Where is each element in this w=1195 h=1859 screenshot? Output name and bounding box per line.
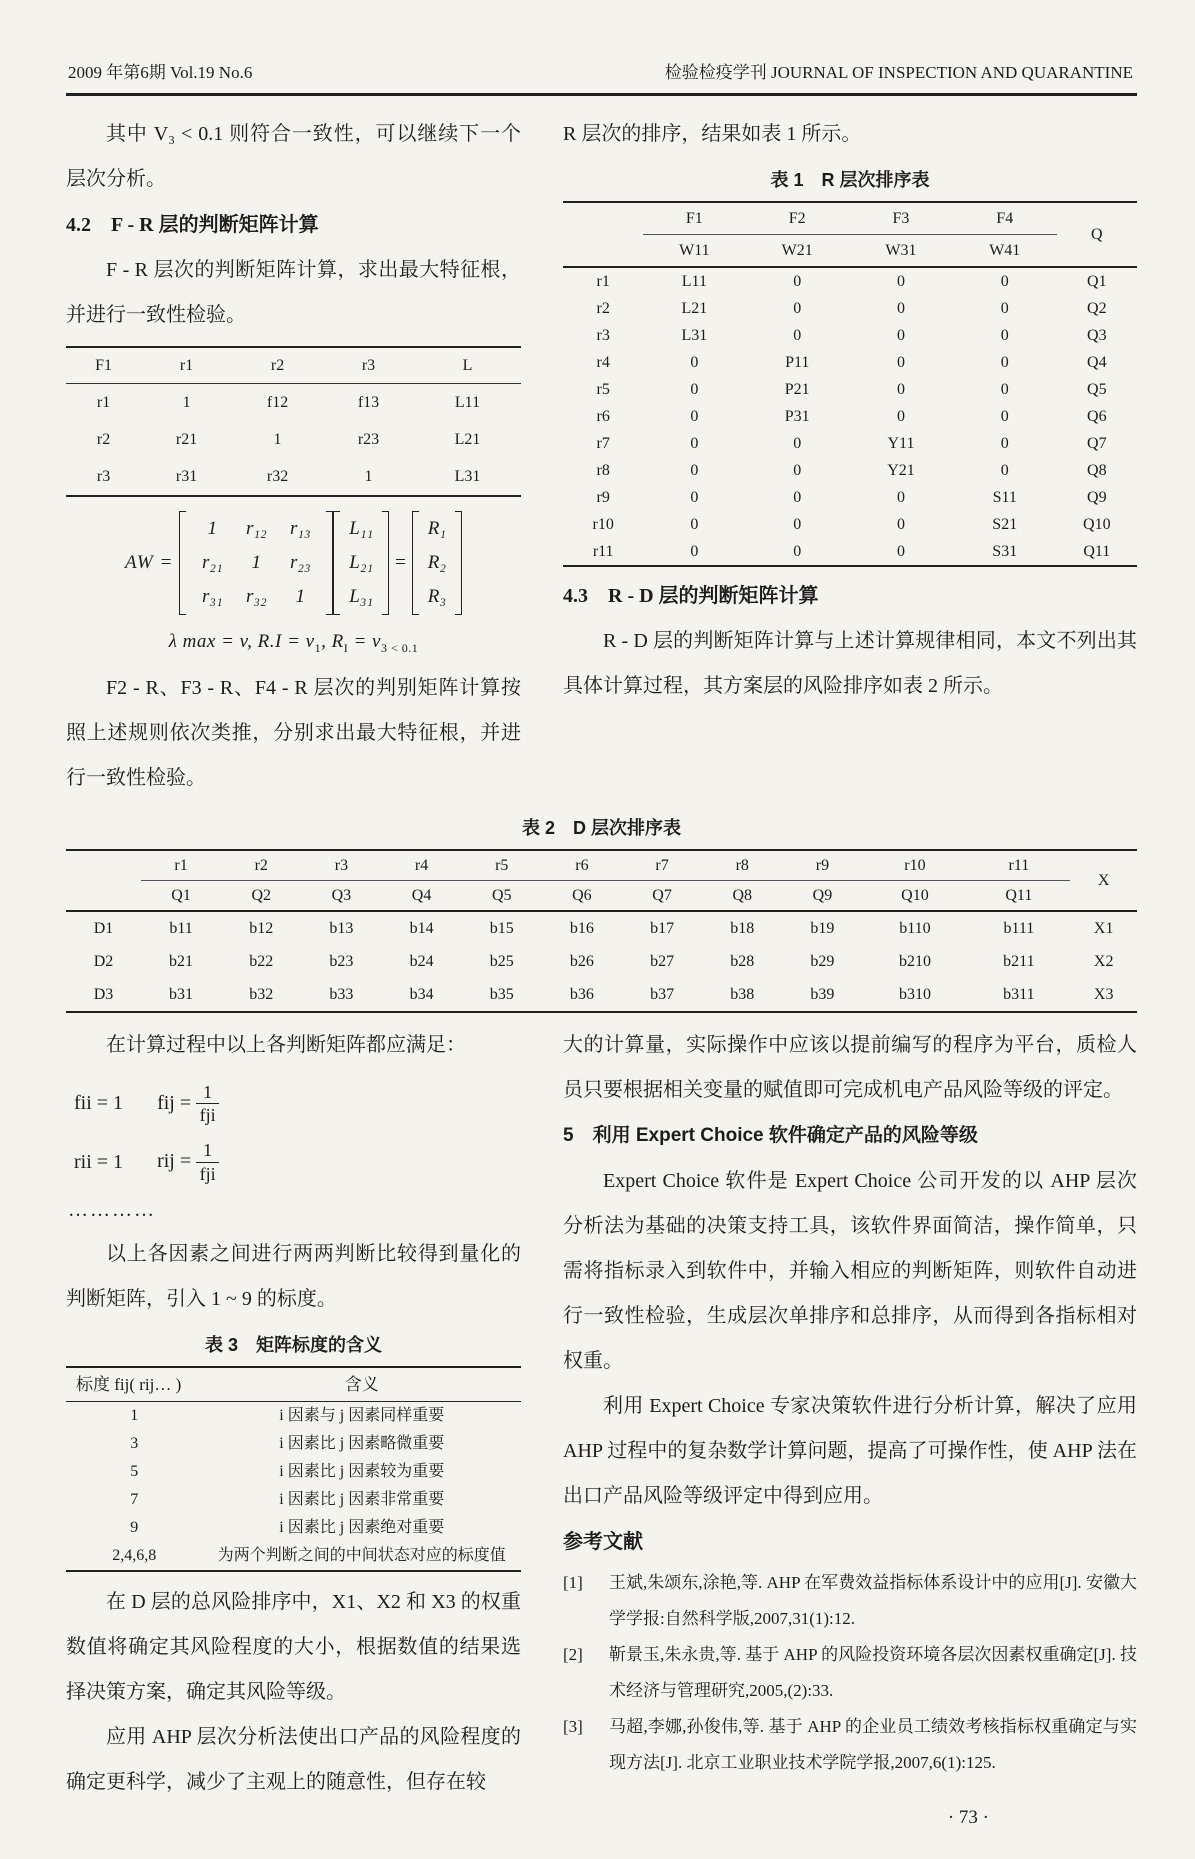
cell: 0 xyxy=(1000,327,1009,344)
table-row xyxy=(66,1486,521,1514)
cell: X3 xyxy=(1093,985,1114,1003)
vector-entry: L₁₁ xyxy=(349,518,374,539)
left-column-bottom xyxy=(66,1023,521,1829)
paragraph: F - R 层次的判断矩阵计算，求出最大特征根，并进行一致性检验。 xyxy=(66,259,521,326)
bracket-left xyxy=(179,511,186,615)
bracket-right xyxy=(326,511,333,615)
cell: b25 xyxy=(489,952,514,970)
cell: L21 xyxy=(454,431,481,448)
cell: 0 xyxy=(690,354,699,371)
cell: b211 xyxy=(1003,952,1035,970)
cell: b26 xyxy=(569,952,594,970)
vector-entry: R₂ xyxy=(427,552,447,573)
cell: b39 xyxy=(810,985,835,1003)
matrix-entry: r₃₁ xyxy=(201,586,223,607)
cell: 0 xyxy=(690,462,699,479)
reference-item xyxy=(563,1709,1137,1781)
cell: 0 xyxy=(793,543,802,560)
cell: 0 xyxy=(690,489,699,506)
formula-text: rij = $\frac{1}{\text{fji}}$ xyxy=(157,1140,219,1184)
col-header: 含义 xyxy=(203,1367,522,1402)
fraction-denominator: fji xyxy=(199,1163,216,1184)
table-row xyxy=(563,295,1137,322)
matrix-entry: 1 xyxy=(251,552,262,573)
col-header: r3 xyxy=(301,850,381,881)
right-column-bottom xyxy=(563,1023,1137,1829)
cell: b28 xyxy=(730,952,755,970)
col-header: r4 xyxy=(381,850,461,881)
cell: 0 xyxy=(793,462,802,479)
paragraph: R 层次的排序，结果如表 1 所示。 xyxy=(563,123,862,145)
col-header: r1 xyxy=(141,850,221,881)
cell: 1 xyxy=(130,1406,139,1424)
cell: 0 xyxy=(896,543,905,560)
cell: 0 xyxy=(690,516,699,533)
matrix-entry: r₂₃ xyxy=(289,552,311,573)
cell: 0 xyxy=(896,381,905,398)
cell: r8 xyxy=(596,462,610,479)
col-subheader: Q5 xyxy=(462,880,542,911)
cell: Q6 xyxy=(1087,408,1107,425)
cell: b19 xyxy=(810,919,835,937)
table-row xyxy=(563,403,1137,430)
cell: b15 xyxy=(489,919,514,937)
fraction-numerator: 1 xyxy=(196,1082,219,1105)
cell: b31 xyxy=(169,985,194,1003)
cell: 1 xyxy=(182,394,191,411)
paragraph: 大的计算量，实际操作中应该以提前编写的程序为平台，质检人员只要根据相关变量的赋值即可完成机电产品风险等级的评定。 xyxy=(563,1033,1137,1101)
bracket-right xyxy=(455,511,462,615)
cell: 0 xyxy=(793,516,802,533)
cell: i 因素比 j 因素非常重要 xyxy=(279,1490,445,1508)
col-header: F2 xyxy=(745,202,849,235)
section-heading-4-2: 4.2 F - R 层的判断矩阵计算 xyxy=(66,214,319,236)
table-row xyxy=(563,376,1137,403)
col-header: F4 xyxy=(953,202,1057,235)
bottom-section xyxy=(66,1023,1137,1829)
cell: b11 xyxy=(169,919,193,937)
reference-text: 靳景玉,朱永贵,等. 基于 AHP 的风险投资环境各层次因素权重确定[J]. 技术经济与管理研究,2005,(2):33. xyxy=(609,1644,1137,1700)
table-row xyxy=(563,235,1137,268)
corner-cell xyxy=(66,850,141,911)
matrix-entry: r₃₂ xyxy=(245,586,267,607)
vector-r xyxy=(419,511,455,615)
paragraph: 利用 Expert Choice 专家决策软件进行分析计算，解决了应用 AHP 过程中的复杂数学计算问题，提高了可操作性，使 AHP 法在出口产品风险等级评定中得到应用。 xyxy=(563,1394,1137,1507)
cell: f13 xyxy=(357,394,380,411)
reference-item xyxy=(563,1637,1137,1709)
col-header: r11 xyxy=(967,850,1070,881)
cell: 0 xyxy=(1000,435,1009,452)
top-section xyxy=(66,112,1137,801)
col-header: F1 xyxy=(66,347,141,384)
cell: b34 xyxy=(409,985,434,1003)
table1-caption: 表 1 R 层次排序表 xyxy=(770,170,930,190)
cell: b311 xyxy=(1003,985,1035,1003)
cell: 0 xyxy=(896,300,905,317)
journal-title: 检验检疫学刊 JOURNAL OF INSPECTION AND QUARANTINE xyxy=(664,63,1133,82)
table-fr xyxy=(66,346,521,497)
col-header: r2 xyxy=(221,850,301,881)
col-subheader: Q9 xyxy=(782,880,862,911)
reference-item xyxy=(563,1565,1137,1637)
formula-sub: 1 xyxy=(314,640,322,655)
cell: 0 xyxy=(1000,462,1009,479)
table-row xyxy=(563,349,1137,376)
cell: Q5 xyxy=(1087,381,1107,398)
col-header: r5 xyxy=(462,850,542,881)
table-row xyxy=(66,384,521,422)
cell: S31 xyxy=(992,543,1018,560)
cell: D3 xyxy=(93,985,114,1003)
equals-sign: = xyxy=(395,552,406,573)
table3-caption: 表 3 矩阵标度的含义 xyxy=(204,1334,382,1355)
cell: S21 xyxy=(992,516,1018,533)
cell: Q8 xyxy=(1087,462,1107,479)
cell: r10 xyxy=(592,516,614,533)
col-subheader: Q4 xyxy=(381,880,461,911)
cell: r7 xyxy=(596,435,610,452)
cell: L11 xyxy=(681,273,707,290)
lambda-formula xyxy=(66,631,521,656)
cell: 0 xyxy=(793,489,802,506)
cell: b38 xyxy=(730,985,755,1003)
vector-entry: R₁ xyxy=(427,518,447,539)
cell: i 因素比 j 因素较为重要 xyxy=(279,1462,445,1480)
table-row xyxy=(563,538,1137,566)
paragraph: 以上各因素之间进行两两判断比较得到量化的判断矩阵，引入 1 ~ 9 的标度。 xyxy=(66,1242,521,1310)
cell: b36 xyxy=(569,985,594,1003)
table-1 xyxy=(563,201,1137,567)
cell: f12 xyxy=(266,394,289,411)
col-subheader: Q2 xyxy=(221,880,301,911)
paragraph: 其中 V₃ < 0.1 则符合一致性，可以继续下一个层次分析。 xyxy=(66,123,521,190)
cell: b111 xyxy=(1003,919,1035,937)
cell: b32 xyxy=(249,985,274,1003)
cell: 0 xyxy=(793,300,802,317)
paragraph: 应用 AHP 层次分析法使出口产品的风险程度的确定更科学，减少了主观上的随意性，但存在较 xyxy=(66,1725,521,1793)
cell: 2,4,6,8 xyxy=(112,1546,157,1564)
table-row xyxy=(66,1367,521,1402)
cell: i 因素比 j 因素绝对重要 xyxy=(279,1518,445,1536)
page-number: · 73 · xyxy=(947,1806,989,1828)
table-row xyxy=(66,1401,521,1430)
table-row xyxy=(563,430,1137,457)
table-row xyxy=(563,484,1137,511)
cell: b22 xyxy=(249,952,274,970)
table-row xyxy=(563,511,1137,538)
cell: r2 xyxy=(96,431,111,448)
matrix-lhs: AW = xyxy=(124,552,174,573)
reference-text: 王斌,朱颂东,涂艳,等. AHP 在军费效益指标体系设计中的应用[J]. 安徽大学学报:自然科学版,2007,31(1):12. xyxy=(609,1572,1137,1628)
cell: 0 xyxy=(896,408,905,425)
col-subheader: Q8 xyxy=(702,880,782,911)
cell: L21 xyxy=(681,300,708,317)
col-subheader: Q3 xyxy=(301,880,381,911)
vector-l xyxy=(340,511,382,615)
cell: i 因素比 j 因素略微重要 xyxy=(279,1434,445,1452)
cell: r21 xyxy=(175,431,198,448)
table-3 xyxy=(66,1366,521,1572)
matrix-equation xyxy=(66,511,521,615)
matrix-entry: r₁₂ xyxy=(245,518,267,539)
cell: 0 xyxy=(1000,408,1009,425)
col-subheader: Q11 xyxy=(967,880,1070,911)
col-subheader: Q6 xyxy=(542,880,622,911)
table-row xyxy=(66,850,1137,881)
matrix-entry: 1 xyxy=(207,518,218,539)
cell: 0 xyxy=(896,354,905,371)
cell: L31 xyxy=(681,327,708,344)
matrix-entry: 1 xyxy=(295,586,306,607)
cell: 0 xyxy=(896,273,905,290)
formula-fij xyxy=(74,1082,521,1126)
reference-number: [2] xyxy=(563,1644,583,1664)
cell: Q9 xyxy=(1087,489,1107,506)
cell: Q2 xyxy=(1087,300,1107,317)
cell: Q11 xyxy=(1083,543,1111,560)
table-row xyxy=(66,880,1137,911)
corner-cell xyxy=(563,202,643,267)
col-header: r10 xyxy=(863,850,968,881)
col-header: r1 xyxy=(141,347,232,384)
cell: 0 xyxy=(793,435,802,452)
cell: P11 xyxy=(785,354,810,371)
cell: Q10 xyxy=(1083,516,1111,533)
cell: b29 xyxy=(810,952,835,970)
cell: b21 xyxy=(169,952,194,970)
matrix-entry: r₁₃ xyxy=(289,518,311,539)
reference-text: 马超,李娜,孙俊伟,等. 基于 AHP 的企业员工绩效考核指标权重确定与实现方法[J]. 北京工业职业技术学院学报,2007,6(1):125. xyxy=(609,1716,1137,1772)
table2-caption: 表 2 D 层次排序表 xyxy=(521,817,681,838)
cell: P31 xyxy=(784,408,810,425)
cell: 1 xyxy=(364,468,373,485)
cell: 0 xyxy=(1000,273,1009,290)
cell: r6 xyxy=(596,408,610,425)
cell: b110 xyxy=(899,919,931,937)
cell: b27 xyxy=(650,952,675,970)
fraction-numerator: 1 xyxy=(196,1140,219,1163)
col-header: r8 xyxy=(702,850,782,881)
cell: 0 xyxy=(793,273,802,290)
cell: b310 xyxy=(898,985,931,1003)
section-heading-4-3: 4.3 R - D 层的判断矩阵计算 xyxy=(563,585,819,607)
col-header-q: Q xyxy=(1057,202,1137,267)
table2-block xyxy=(66,807,1137,1013)
cell: Y11 xyxy=(887,435,915,452)
cell: 0 xyxy=(690,543,699,560)
col-header: r9 xyxy=(782,850,862,881)
cell: 5 xyxy=(130,1462,139,1480)
formula-text: λ max = v, R.I = v xyxy=(168,631,315,652)
cell: b14 xyxy=(409,919,434,937)
table-row xyxy=(66,911,1137,945)
paragraph: Expert Choice 软件是 Expert Choice 公司开发的以 AHP 层次分析法为基础的决策支持工具，该软件界面简洁，操作简单，只需将指标录入到软件中，并输入相应的判断矩阵，则软件自动进行一致性检验，生成层次单排序和总排序，从而得到各指标相对权重。 xyxy=(563,1169,1137,1372)
cell: b210 xyxy=(898,952,931,970)
paragraph: 在计算过程中以上各判断矩阵都应满足： xyxy=(106,1033,466,1056)
formula-sub: I xyxy=(343,640,349,655)
formula-text: fij = $\frac{1}{\text{fji}}$ xyxy=(157,1082,219,1126)
formula-rij xyxy=(74,1140,521,1184)
cell: P21 xyxy=(784,381,810,398)
cell: 为两个判断之间的中间状态对应的标度值 xyxy=(217,1546,506,1564)
ellipsis-line: ………… xyxy=(68,1198,156,1221)
issue-info: 2009 年第6期 Vol.19 No.6 xyxy=(68,63,253,82)
cell: b13 xyxy=(329,919,354,937)
cell: Q1 xyxy=(1087,273,1107,290)
formula-text: fii = 1 xyxy=(74,1092,124,1115)
formula-text: rii = 1 xyxy=(74,1150,124,1173)
matrix-a xyxy=(186,511,326,615)
cell: r23 xyxy=(357,431,380,448)
table-row xyxy=(66,978,1137,1012)
table-row xyxy=(563,267,1137,295)
cell: r3 xyxy=(596,327,610,344)
reference-number: [3] xyxy=(563,1716,583,1736)
cell: 9 xyxy=(130,1518,139,1536)
table-2 xyxy=(66,849,1137,1013)
paragraph: F2 - R、F3 - R、F4 - R 层次的判别矩阵计算按照上述规则依次类推，分别求出最大特征根，并进行一致性检验。 xyxy=(66,676,521,789)
paragraph: R - D 层的判断矩阵计算与上述计算规律相同，本文不列出其具体计算过程，其方案层的风险排序如表 2 所示。 xyxy=(563,630,1137,697)
header-rule xyxy=(66,93,1137,96)
cell: 0 xyxy=(896,489,905,506)
cell: 0 xyxy=(1000,381,1009,398)
cell: 0 xyxy=(690,381,699,398)
cell: Y21 xyxy=(887,462,915,479)
col-header: F3 xyxy=(849,202,953,235)
table-row xyxy=(66,1514,521,1542)
table-row xyxy=(66,1430,521,1458)
col-header: L xyxy=(414,347,521,384)
bracket-left xyxy=(412,511,419,615)
table-row xyxy=(563,457,1137,484)
bracket-left xyxy=(333,511,340,615)
cell: b33 xyxy=(329,985,354,1003)
cell: r2 xyxy=(596,300,610,317)
left-column-top xyxy=(66,112,521,801)
cell: 7 xyxy=(130,1490,139,1508)
cell: 0 xyxy=(896,327,905,344)
col-subheader: Q10 xyxy=(863,880,968,911)
vector-entry: L₂₁ xyxy=(349,552,374,573)
cell: L31 xyxy=(454,468,481,485)
table-row xyxy=(66,421,521,458)
vector-entry: R₃ xyxy=(427,586,447,607)
col-header-x: X xyxy=(1070,850,1137,911)
cell: 0 xyxy=(1000,354,1009,371)
table-row xyxy=(66,945,1137,978)
cell: b35 xyxy=(489,985,514,1003)
right-column-top xyxy=(563,112,1137,801)
formula-text: , R xyxy=(321,631,344,652)
col-subheader: W41 xyxy=(953,235,1057,268)
bracket-right xyxy=(382,511,389,615)
cell: r32 xyxy=(266,468,289,485)
cell: b12 xyxy=(249,919,274,937)
reference-number: [1] xyxy=(563,1572,583,1592)
col-header: F1 xyxy=(643,202,745,235)
cell: 0 xyxy=(690,435,699,452)
cell: S11 xyxy=(992,489,1017,506)
table-row xyxy=(66,458,521,496)
cell: L11 xyxy=(454,394,481,411)
formula-sub: 3 < 0.1 xyxy=(381,640,419,655)
cell: 0 xyxy=(690,408,699,425)
cell: 3 xyxy=(130,1434,139,1452)
table-row xyxy=(563,322,1137,349)
col-subheader: W21 xyxy=(745,235,849,268)
cell: 1 xyxy=(273,431,282,448)
cell: D2 xyxy=(93,952,114,970)
col-subheader: Q7 xyxy=(622,880,702,911)
col-header: r7 xyxy=(622,850,702,881)
cell: r31 xyxy=(175,468,198,485)
col-subheader: Q1 xyxy=(141,880,221,911)
cell: X2 xyxy=(1093,952,1114,970)
col-subheader: W11 xyxy=(643,235,745,268)
cell: b23 xyxy=(329,952,354,970)
fraction xyxy=(196,1082,219,1126)
cell: r11 xyxy=(592,543,614,560)
col-header: r2 xyxy=(232,347,323,384)
col-header: 标度 fij( rij… ) xyxy=(66,1367,203,1402)
cell: 0 xyxy=(1000,300,1009,317)
cell: Q7 xyxy=(1087,435,1107,452)
vector-entry: L₃₁ xyxy=(349,586,374,607)
matrix-entry: r₂₁ xyxy=(201,552,223,573)
cell: b16 xyxy=(569,919,594,937)
cell: r3 xyxy=(96,468,111,485)
cell: Q4 xyxy=(1087,354,1107,371)
cell: r9 xyxy=(596,489,610,506)
fraction-denominator: fji xyxy=(199,1105,216,1126)
cell: i 因素与 j 因素同样重要 xyxy=(279,1406,445,1424)
fraction xyxy=(196,1140,219,1184)
cell: b17 xyxy=(650,919,675,937)
table-row xyxy=(66,1542,521,1571)
table-row xyxy=(563,202,1137,235)
references-heading: 参考文献 xyxy=(563,1530,643,1553)
col-subheader: W31 xyxy=(849,235,953,268)
col-header: r6 xyxy=(542,850,622,881)
page-header xyxy=(66,58,1137,93)
col-header: r3 xyxy=(323,347,414,384)
paragraph: 在 D 层的总风险排序中，X1、X2 和 X3 的权重数值将确定其风险程度的大小，根据数值的结果选择决策方案，确定其风险等级。 xyxy=(66,1590,521,1703)
section-heading-5: 5 利用 Expert Choice 软件确定产品的风险等级 xyxy=(563,1124,978,1146)
cell: D1 xyxy=(93,919,114,937)
table-row xyxy=(66,347,521,384)
cell: r4 xyxy=(596,354,610,371)
cell: r1 xyxy=(96,394,111,411)
cell: X1 xyxy=(1093,919,1114,937)
cell: 0 xyxy=(793,327,802,344)
cell: r5 xyxy=(596,381,610,398)
table-row xyxy=(66,1458,521,1486)
cell: b18 xyxy=(730,919,755,937)
cell: 0 xyxy=(896,516,905,533)
cell: r1 xyxy=(596,273,610,290)
cell: b37 xyxy=(650,985,675,1003)
cell: b24 xyxy=(409,952,434,970)
cell: Q3 xyxy=(1087,327,1107,344)
formula-text: = v xyxy=(348,631,381,652)
